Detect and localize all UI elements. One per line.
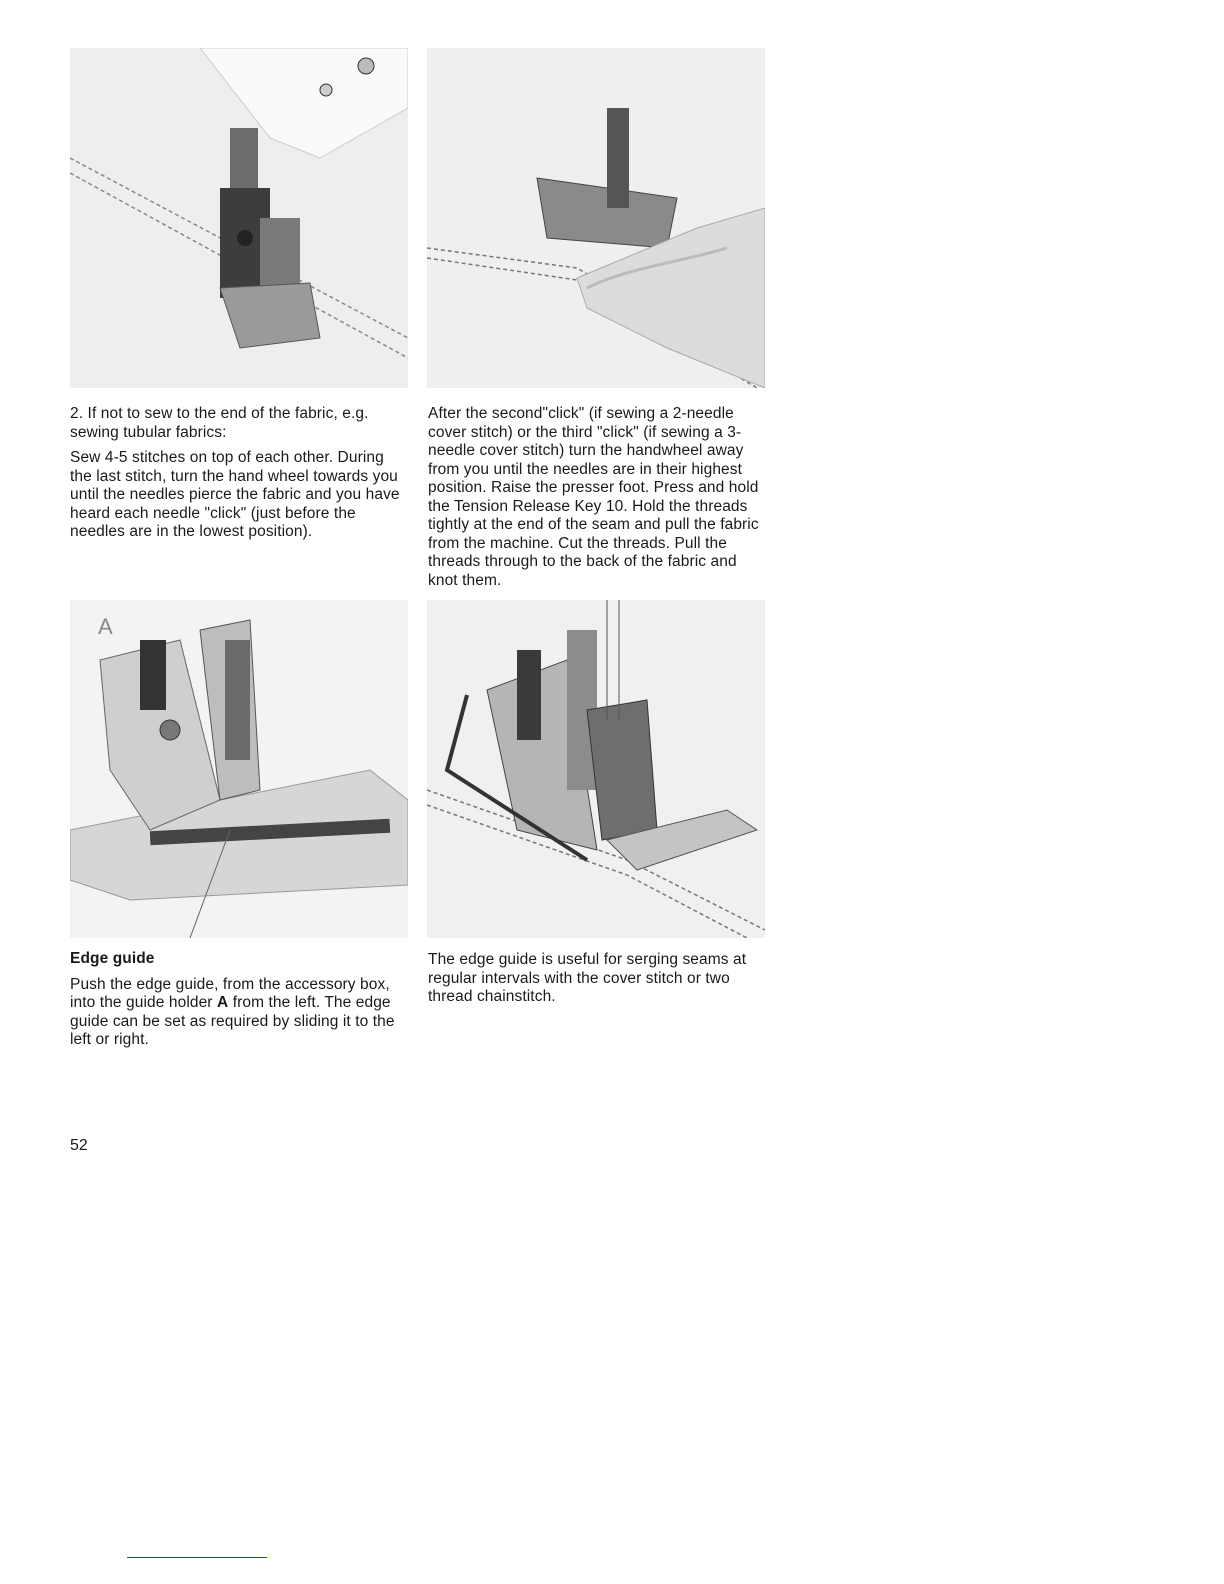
guide-holder-label: A bbox=[216, 994, 229, 1011]
edge-guide-text-start: Push the edge guide, from the accessory box, into the guide holder bbox=[70, 975, 390, 1011]
edge-guide-section bbox=[70, 950, 410, 1057]
edge-guide-text-end: from the left. The edge guide can be set as required by sliding it to the left or right. bbox=[70, 994, 395, 1048]
tubular-step-detail: Sew 4-5 stitches on top of each other. During the last stitch, turn the hand wheel towards you until the needles pierce the fabric and you have heard each needle "click" (just before the needles are in the lowest position). bbox=[70, 449, 400, 540]
finish-seam-instructions bbox=[428, 405, 768, 597]
tubular-step-intro: 2. If not to sew to the end of the fabric, e.g. sewing tubular fabrics: bbox=[70, 405, 369, 441]
page-number: 52 bbox=[70, 1137, 88, 1154]
edge-guide-usage bbox=[428, 951, 768, 1014]
holder-callout-label: A bbox=[98, 614, 113, 639]
edge-guide-heading: Edge guide bbox=[70, 950, 155, 967]
guide-holder-photo bbox=[70, 600, 408, 938]
edge-guide-instructions bbox=[70, 976, 410, 1050]
presser-foot-on-fabric-photo bbox=[70, 48, 408, 388]
edge-guide-mounted-photo bbox=[427, 600, 765, 938]
tubular-fabric-instructions bbox=[70, 405, 410, 549]
edge-guide-usage-paragraph: The edge guide is useful for serging seams at regular intervals with the cover stitch or two thread chainstitch. bbox=[428, 951, 747, 1005]
footer-divider bbox=[127, 1557, 267, 1558]
finish-seam-paragraph: After the second"click" (if sewing a 2-needle cover stitch) or the third "click" (if sewing a 3-needle cover stitch) turn the handwheel away from you until the needles are in their highest position. Raise the presser foot. Press and hold the Tension Release Key 10. Hold the threads tightly at the end of the seam and pull the fabric from the machine. Cut the threads. Pull the threads through to the back of the fabric and knot them. bbox=[428, 405, 759, 589]
hand-holding-fabric-photo bbox=[427, 48, 765, 388]
